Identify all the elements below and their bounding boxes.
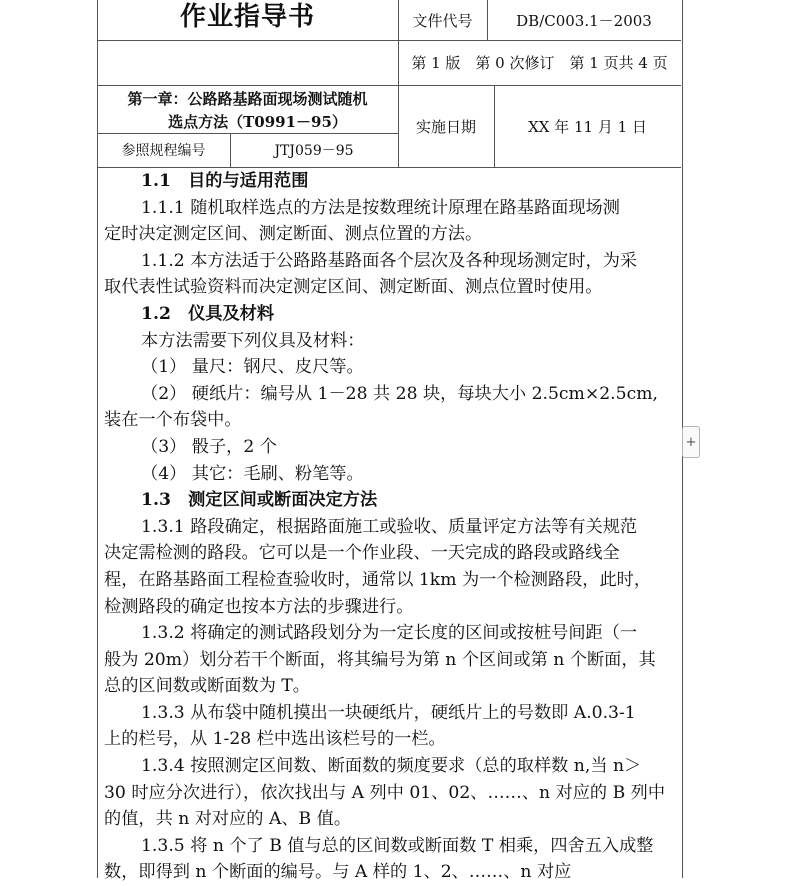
paragraph-line: 1.1.1 随机取样选点的方法是按数理统计原理在路基路面现场测 xyxy=(141,197,620,218)
paragraph-line: 般为 20m）划分若干个断面，将其编号为第 n 个区间或第 n 个断面，其 xyxy=(104,649,656,670)
paragraph-line: 程，在路基路面工程检查验收时，通常以 1km 为一个检测路段，此时， xyxy=(104,569,652,590)
document-title: 作业指导书 xyxy=(179,1,315,32)
paragraph-line: 取代表性试验资料而决定测定区间、测定断面、测点位置时使用。 xyxy=(104,277,603,298)
section-heading: 1.3 测定区间或断面决定方法 xyxy=(141,490,378,511)
paragraph-line: 检测路段的确定也按本方法的步骤进行。 xyxy=(104,596,414,617)
effective-date-value: XX 年 11 月 1 日 xyxy=(528,117,647,136)
paragraph-line: 定时决定测定区间、测定断面、测点位置的方法。 xyxy=(104,224,483,245)
paragraph-line: （4） 其它：毛刷、粉笔等。 xyxy=(141,463,364,484)
paragraph-line: 1.3.1 路段确定，根据路面施工或验收、质量评定方法等有关规范 xyxy=(141,516,638,537)
paragraph-line: 1.3.5 将 n 个了 B 值与总的区间数或断面数 T 相乘，四舍五入成整 xyxy=(141,835,654,856)
paragraph-line: 1.1.2 本方法适于公路路基路面各个层次及各种现场测定时，为采 xyxy=(141,250,638,271)
paragraph-line: 上的栏号，从 1-28 栏中选出该栏号的一栏。 xyxy=(104,729,446,750)
paragraph-line: 1.3.3 从布袋中随机摸出一块硬纸片，硬纸片上的号数即 A.0.3-1 xyxy=(141,702,636,723)
revision-info: 第 1 版 第 0 次修订 第 1 页共 4 页 xyxy=(411,54,668,72)
paragraph-line: 决定需检测的路段。它可以是一个作业段、一天完成的路段或路线全 xyxy=(104,543,620,564)
document-body xyxy=(104,168,678,886)
doc-code-value: DB/C003.1－2003 xyxy=(516,11,652,30)
paragraph-line: 本方法需要下列仪具及材料： xyxy=(141,330,365,351)
paragraph-line: 总的区间数或断面数为 T。 xyxy=(104,676,310,697)
paragraph-line: 装在一个布袋中。 xyxy=(104,410,242,431)
section-heading: 1.1 目的与适用范围 xyxy=(141,171,309,191)
paragraph-line: （1） 量尺：钢尺、皮尺等。 xyxy=(141,357,364,378)
paragraph-line: 1.3.4 按照测定区间数、断面数的频度要求（总的取样数 n,当 n＞ xyxy=(141,756,642,777)
section-heading: 1.2 仪具及材料 xyxy=(141,303,275,324)
effective-date-label: 实施日期 xyxy=(415,117,476,136)
chapter-title-line2: 选点方法（T0991－95） xyxy=(168,112,347,131)
paragraph-line: 的值，共 n 对对应的 A、B 值。 xyxy=(104,809,352,830)
chapter-title-line1: 第一章：公路路基路面现场测试随机 xyxy=(127,89,368,108)
spec-code-label: 参照规程编号 xyxy=(121,143,206,159)
paragraph-line: 30 时应分次进行），依次找出与 A 列中 01、02、……、n 对应的 B 列中 xyxy=(104,782,666,803)
doc-code-label: 文件代号 xyxy=(412,11,473,30)
spec-code-value: JTJ059－95 xyxy=(274,143,354,159)
paragraph-line: 数，即得到 n 个断面的编号。与 A 样的 1、2、……、n 对应 xyxy=(104,862,572,883)
paragraph-line: 1.3.2 将确定的测试路段划分为一定长度的区间或按桩号间距（一 xyxy=(141,623,638,644)
paragraph-line: （2） 硬纸片：编号从 1－28 共 28 块，每块大小 2.5cm×2.5cm, xyxy=(141,383,658,404)
expand-button[interactable]: + xyxy=(682,426,700,458)
paragraph-line: （3） 骰子，2 个 xyxy=(141,436,277,457)
